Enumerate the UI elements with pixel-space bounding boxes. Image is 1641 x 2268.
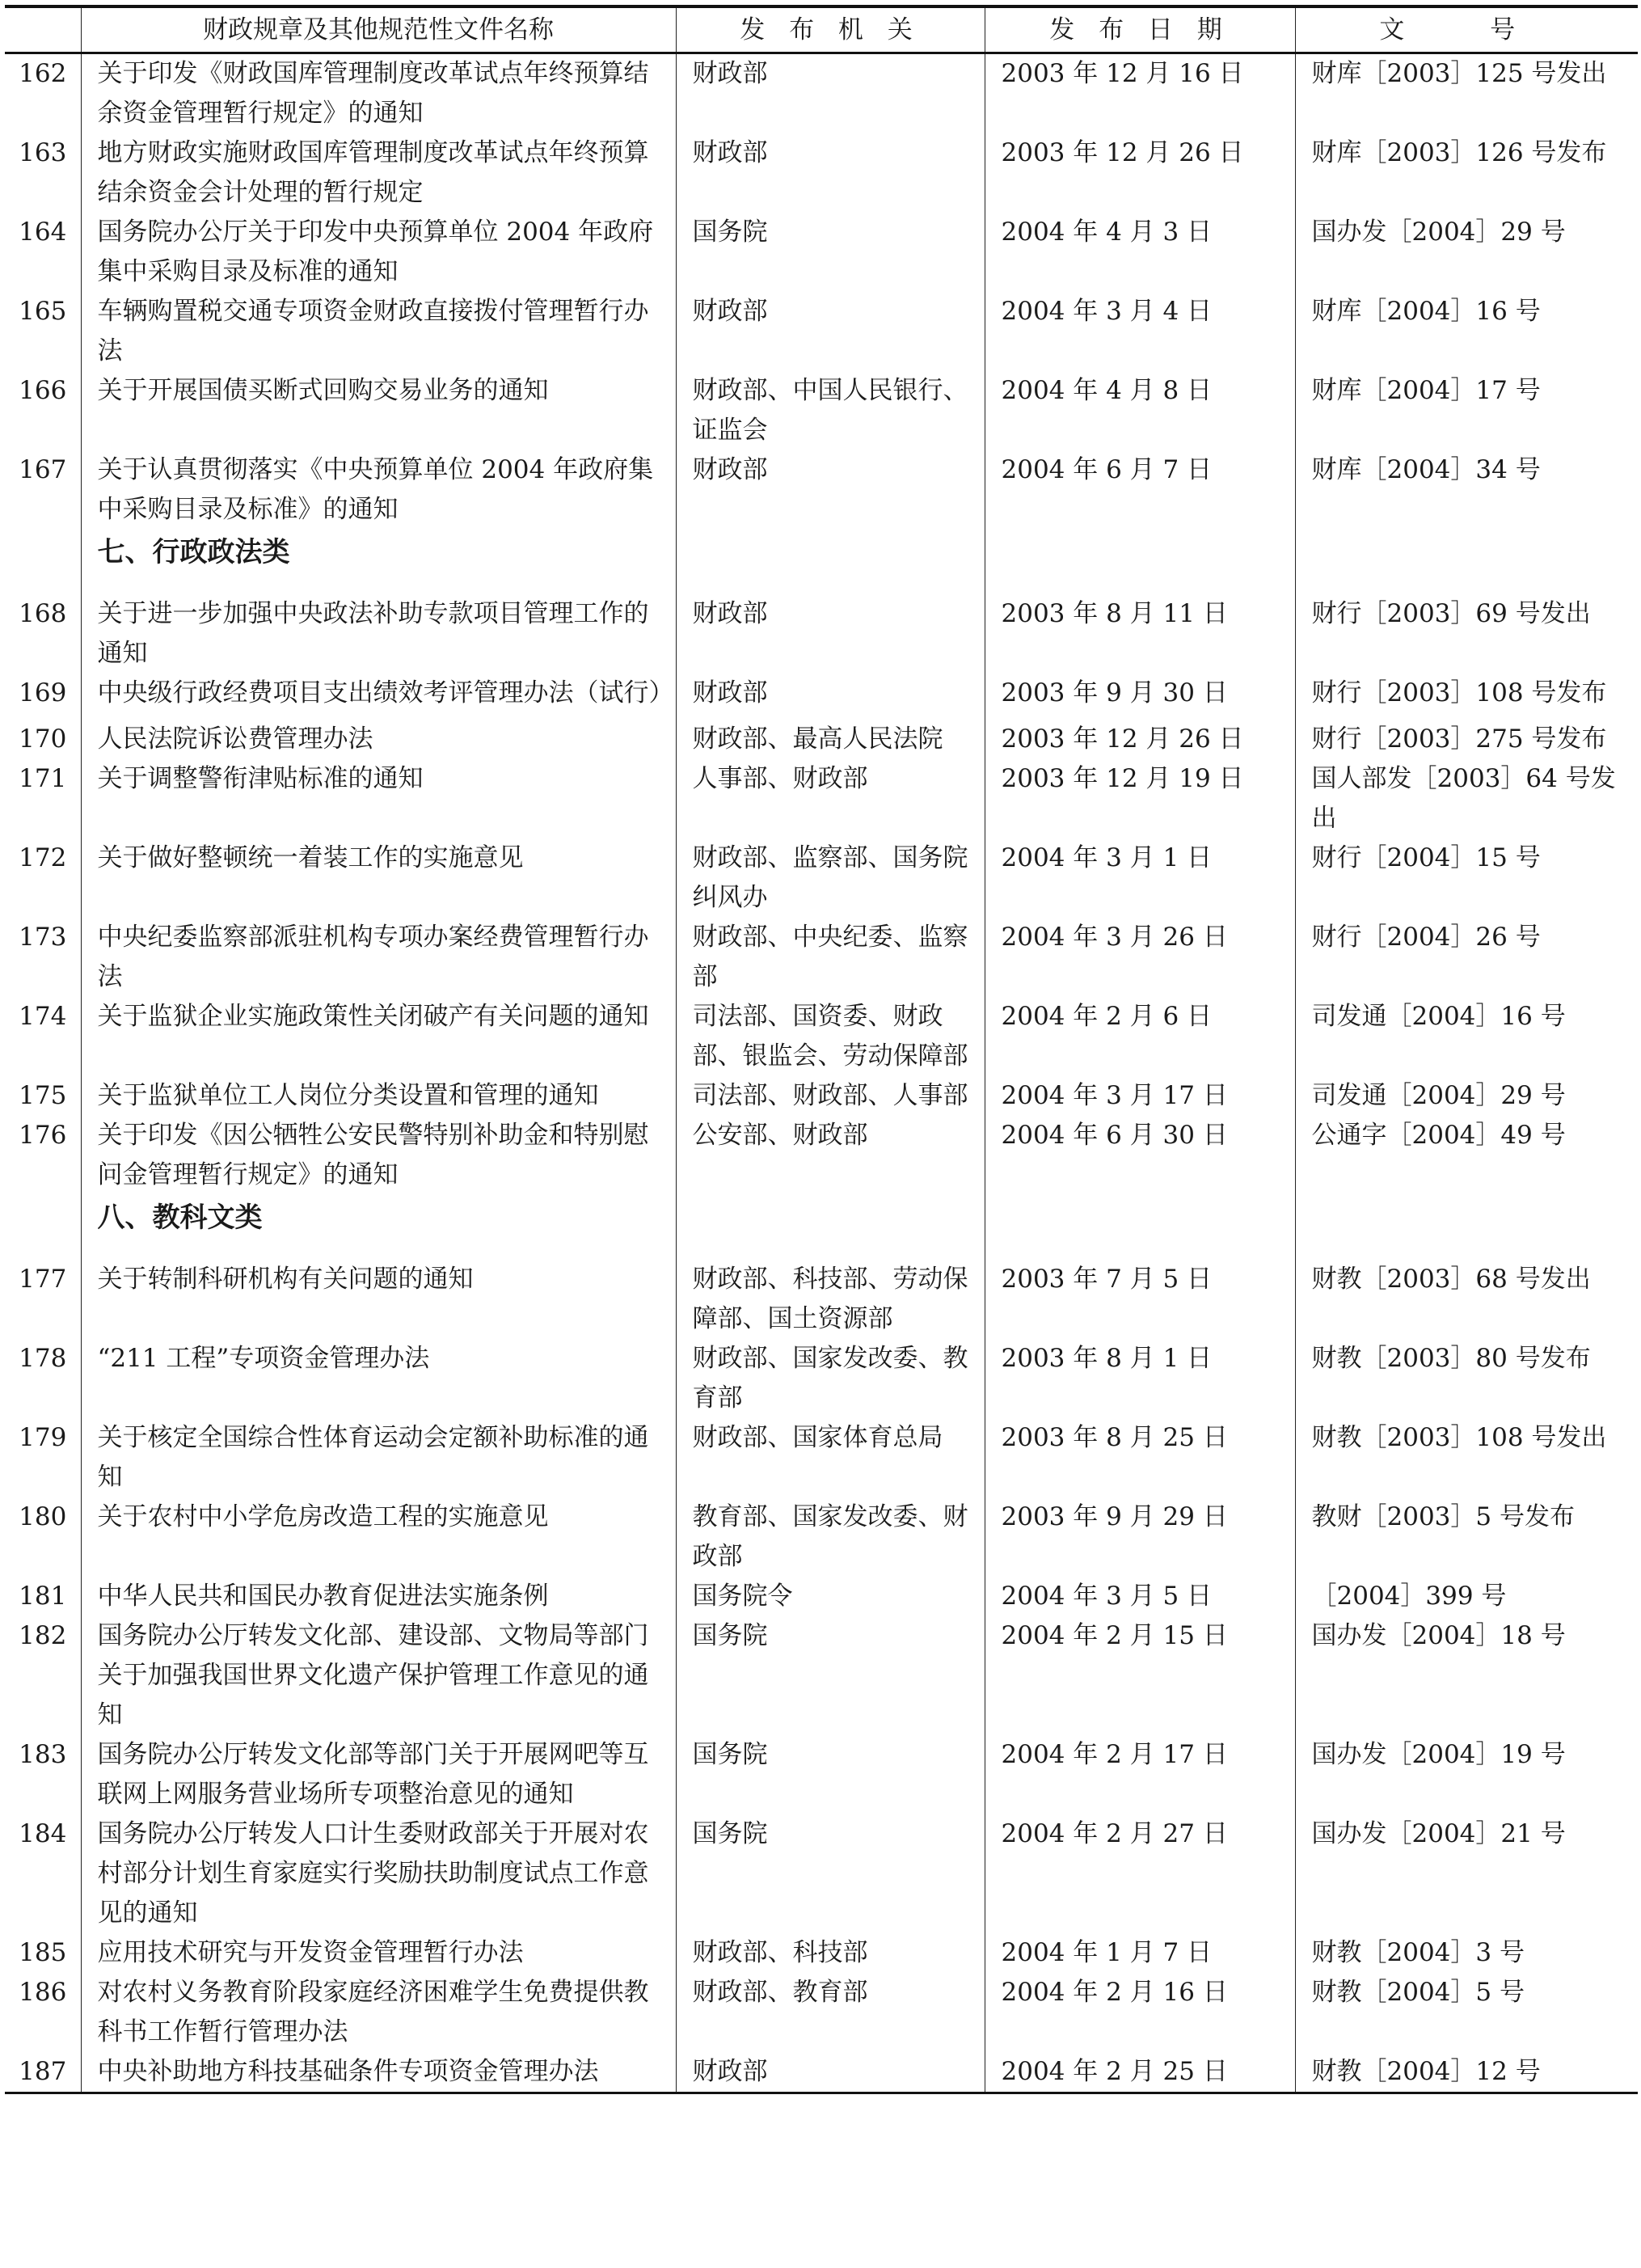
- issuing-authority: 国务院: [676, 213, 985, 292]
- row-number: 169: [19, 678, 67, 707]
- row-number: 186: [19, 1978, 67, 2007]
- issue-date: 2003 年 12 月 26 日: [985, 720, 1295, 759]
- table-row: [5, 292, 1638, 371]
- document-title: 关于转制科研机构有关问题的通知: [81, 1260, 676, 1339]
- document-number: 财教［2004］5 号: [1295, 1973, 1638, 2052]
- section-number-cell: [5, 1195, 81, 1260]
- document-title: 关于监狱企业实施政策性关闭破产有关问题的通知: [81, 997, 676, 1076]
- table-row: [5, 1116, 1638, 1195]
- document-number: 教财［2003］5 号发布: [1295, 1497, 1638, 1577]
- issuing-authority: 财政部、中国人民银行、证监会: [676, 371, 985, 450]
- row-number: 163: [19, 138, 67, 167]
- empty-cell: [985, 1195, 1295, 1260]
- issuing-authority: 财政部、国家发改委、教育部: [676, 1339, 985, 1418]
- document-title: 关于监狱单位工人岗位分类设置和管理的通知: [81, 1076, 676, 1116]
- issue-date: 2003 年 8 月 1 日: [985, 1339, 1295, 1418]
- issuing-authority: 财政部: [676, 674, 985, 720]
- document-title: 关于印发《因公牺牲公安民警特别补助金和特别慰问金管理暂行规定》的通知: [81, 1116, 676, 1195]
- table-body: [5, 53, 1638, 2093]
- row-number: 176: [19, 1121, 67, 1150]
- table-header: [5, 6, 1638, 53]
- document-number: 财行［2003］275 号发布: [1295, 720, 1638, 759]
- issue-date: 2004 年 3 月 26 日: [985, 918, 1295, 997]
- issue-date: 2004 年 3 月 17 日: [985, 1076, 1295, 1116]
- row-number: 181: [19, 1582, 67, 1611]
- section-title: 七、行政政法类: [81, 530, 676, 594]
- issue-date: 2004 年 2 月 6 日: [985, 997, 1295, 1076]
- row-number: 165: [19, 297, 67, 326]
- document-number: 财教［2003］68 号发出: [1295, 1260, 1638, 1339]
- issuing-authority: 财政部: [676, 133, 985, 213]
- document-number: 公通字［2004］49 号: [1295, 1116, 1638, 1195]
- issue-date: 2004 年 2 月 17 日: [985, 1735, 1295, 1814]
- document-title: 国务院办公厅转发文化部等部门关于开展网吧等互联网上网服务营业场所专项整治意见的通知: [81, 1735, 676, 1814]
- section-title: 八、教科文类: [81, 1195, 676, 1260]
- issue-date: 2004 年 2 月 16 日: [985, 1973, 1295, 2052]
- table-row: [5, 1814, 1638, 1933]
- document-number: 国办发［2004］29 号: [1295, 213, 1638, 292]
- document-number: 财库［2004］17 号: [1295, 371, 1638, 450]
- issue-date: 2004 年 6 月 30 日: [985, 1116, 1295, 1195]
- section-number-cell: [5, 530, 81, 594]
- issuing-authority: 司法部、国资委、财政部、银监会、劳动保障部: [676, 997, 985, 1076]
- row-number: 173: [19, 923, 67, 952]
- document-title: 国务院办公厅转发人口计生委财政部关于开展对农村部分计划生育家庭实行奖励扶助制度试点工作意见的通知: [81, 1814, 676, 1933]
- document-number: 财教［2004］3 号: [1295, 1933, 1638, 1973]
- issue-date: 2004 年 2 月 15 日: [985, 1616, 1295, 1735]
- issue-date: 2004 年 4 月 8 日: [985, 371, 1295, 450]
- document-number: 财库［2003］126 号发布: [1295, 133, 1638, 213]
- issuing-authority: 国务院: [676, 1735, 985, 1814]
- document-title: 关于印发《财政国库管理制度改革试点年终预算结余资金管理暂行规定》的通知: [81, 53, 676, 134]
- issue-date: 2004 年 2 月 25 日: [985, 2052, 1295, 2093]
- document-title: 对农村义务教育阶段家庭经济困难学生免费提供教科书工作暂行管理办法: [81, 1973, 676, 2052]
- document-title: 应用技术研究与开发资金管理暂行办法: [81, 1933, 676, 1973]
- row-number: 183: [19, 1740, 67, 1769]
- issuing-authority: 财政部、中央纪委、监察部: [676, 918, 985, 997]
- document-number: ［2004］399 号: [1295, 1577, 1638, 1616]
- table-row: [5, 1577, 1638, 1616]
- issuing-authority: 财政部: [676, 53, 985, 134]
- table-row: [5, 720, 1638, 759]
- issue-date: 2004 年 2 月 27 日: [985, 1814, 1295, 1933]
- table-row: [5, 1973, 1638, 2052]
- regulations-table: [5, 5, 1638, 2094]
- row-number: 187: [5, 2052, 81, 2093]
- row-number: 182: [19, 1621, 67, 1650]
- table-row: [5, 371, 1638, 450]
- table-row: [5, 1616, 1638, 1735]
- row-number: 174: [19, 1002, 67, 1031]
- issuing-authority: 司法部、财政部、人事部: [676, 1076, 985, 1116]
- table-row: [5, 213, 1638, 292]
- issue-date: 2003 年 8 月 25 日: [985, 1418, 1295, 1497]
- header-doc-number: 文 号: [1295, 6, 1638, 53]
- document-number: 财库［2003］125 号发出: [1295, 53, 1638, 134]
- issuing-authority: 国务院: [676, 1616, 985, 1735]
- empty-cell: [676, 530, 985, 594]
- document-title: 关于开展国债买断式回购交易业务的通知: [81, 371, 676, 450]
- row-number: 172: [19, 843, 67, 872]
- row-number: 185: [19, 1938, 67, 1967]
- document-title: 关于调整警衔津贴标准的通知: [81, 759, 676, 838]
- document-title: 中央级行政经费项目支出绩效考评管理办法（试行）: [81, 674, 676, 720]
- table-row: [5, 53, 1638, 134]
- document-number: 国办发［2004］19 号: [1295, 1735, 1638, 1814]
- table-row: [5, 133, 1638, 213]
- issue-date: 2004 年 3 月 5 日: [985, 1577, 1295, 1616]
- table-row: [5, 1076, 1638, 1116]
- document-number: 财行［2004］15 号: [1295, 838, 1638, 918]
- issuing-authority: 教育部、国家发改委、财政部: [676, 1497, 985, 1577]
- issuing-authority: 财政部: [676, 594, 985, 674]
- table-row: [5, 2052, 1638, 2093]
- issuing-authority: 公安部、财政部: [676, 1116, 985, 1195]
- document-title: “211 工程”专项资金管理办法: [81, 1339, 676, 1418]
- table-row: [5, 1339, 1638, 1418]
- document-title: 国务院办公厅关于印发中央预算单位 2004 年政府集中采购目录及标准的通知: [81, 213, 676, 292]
- issue-date: 2003 年 12 月 19 日: [985, 759, 1295, 838]
- table-row: [5, 1497, 1638, 1577]
- table-row: [5, 450, 1638, 530]
- issuing-authority: 财政部、教育部: [676, 1973, 985, 2052]
- document-title: 人民法院诉讼费管理办法: [81, 720, 676, 759]
- row-number: 167: [19, 455, 67, 484]
- row-number: 180: [19, 1502, 67, 1531]
- document-number: 财行［2003］69 号发出: [1295, 594, 1638, 674]
- row-number: 168: [19, 599, 67, 628]
- issue-date: 2003 年 7 月 5 日: [985, 1260, 1295, 1339]
- issue-date: 2004 年 6 月 7 日: [985, 450, 1295, 530]
- issue-date: 2004 年 4 月 3 日: [985, 213, 1295, 292]
- document-number: 财行［2003］108 号发布: [1295, 674, 1638, 720]
- document-number: 财库［2004］16 号: [1295, 292, 1638, 371]
- issuing-authority: 财政部: [676, 450, 985, 530]
- header-name: 财政规章及其他规范性文件名称: [81, 6, 676, 53]
- document-number: 财库［2004］34 号: [1295, 450, 1638, 530]
- empty-cell: [1295, 530, 1638, 594]
- issuing-authority: 国务院: [676, 1814, 985, 1933]
- document-title: 关于进一步加强中央政法补助专款项目管理工作的通知: [81, 594, 676, 674]
- issuing-authority: 财政部、科技部、劳动保障部、国土资源部: [676, 1260, 985, 1339]
- table-row: [5, 1418, 1638, 1497]
- row-number: 178: [19, 1344, 67, 1373]
- table-row: [5, 838, 1638, 918]
- header-org: 发 布 机 关: [676, 6, 985, 53]
- issuing-authority: 人事部、财政部: [676, 759, 985, 838]
- issuing-authority: 财政部、国家体育总局: [676, 1418, 985, 1497]
- table-row: [5, 1933, 1638, 1973]
- row-number: 184: [19, 1819, 67, 1848]
- document-number: 国办发［2004］18 号: [1295, 1616, 1638, 1735]
- issue-date: 2003 年 12 月 16 日: [985, 53, 1295, 134]
- document-title: 关于认真贯彻落实《中央预算单位 2004 年政府集中采购目录及标准》的通知: [81, 450, 676, 530]
- document-number: 财教［2003］108 号发出: [1295, 1418, 1638, 1497]
- row-number: 171: [19, 764, 67, 793]
- issue-date: 2003 年 9 月 29 日: [985, 1497, 1295, 1577]
- empty-cell: [985, 530, 1295, 594]
- document-number: 司发通［2004］16 号: [1295, 997, 1638, 1076]
- document-number: 财教［2004］12 号: [1295, 2052, 1638, 2093]
- header-number: [5, 6, 81, 53]
- table-row: [5, 759, 1638, 838]
- row-number: 179: [19, 1423, 67, 1452]
- document-title: 中央补助地方科技基础条件专项资金管理办法: [81, 2052, 676, 2093]
- issue-date: 2004 年 1 月 7 日: [985, 1933, 1295, 1973]
- table-row: [5, 1735, 1638, 1814]
- issuing-authority: 财政部、最高人民法院: [676, 720, 985, 759]
- document-title: 地方财政实施财政国库管理制度改革试点年终预算结余资金会计处理的暂行规定: [81, 133, 676, 213]
- document-number: 司发通［2004］29 号: [1295, 1076, 1638, 1116]
- issue-date: 2003 年 9 月 30 日: [985, 674, 1295, 720]
- row-number: 166: [19, 376, 67, 405]
- document-title: 中华人民共和国民办教育促进法实施条例: [81, 1577, 676, 1616]
- issue-date: 2004 年 3 月 1 日: [985, 838, 1295, 918]
- row-number: 170: [19, 724, 67, 754]
- row-number: 162: [19, 59, 67, 88]
- table-row: [5, 674, 1638, 720]
- document-number: 国办发［2004］21 号: [1295, 1814, 1638, 1933]
- document-number: 财行［2004］26 号: [1295, 918, 1638, 997]
- table-row: [5, 997, 1638, 1076]
- section-row: [5, 1195, 1638, 1260]
- issue-date: 2004 年 3 月 4 日: [985, 292, 1295, 371]
- issuing-authority: 国务院令: [676, 1577, 985, 1616]
- table-row: [5, 918, 1638, 997]
- document-title: 国务院办公厅转发文化部、建设部、文物局等部门关于加强我国世界文化遗产保护管理工作意见的通知: [81, 1616, 676, 1735]
- document-number: 财教［2003］80 号发布: [1295, 1339, 1638, 1418]
- row-number: 175: [19, 1081, 67, 1110]
- table-row: [5, 594, 1638, 674]
- table-row: [5, 1260, 1638, 1339]
- header-date: 发 布 日 期: [985, 6, 1295, 53]
- issue-date: 2003 年 8 月 11 日: [985, 594, 1295, 674]
- empty-cell: [676, 1195, 985, 1260]
- section-row: [5, 530, 1638, 594]
- issuing-authority: 财政部、科技部: [676, 1933, 985, 1973]
- row-number: 177: [19, 1265, 67, 1294]
- document-title: 关于做好整顿统一着装工作的实施意见: [81, 838, 676, 918]
- issue-date: 2003 年 12 月 26 日: [985, 133, 1295, 213]
- empty-cell: [1295, 1195, 1638, 1260]
- document-title: 中央纪委监察部派驻机构专项办案经费管理暂行办法: [81, 918, 676, 997]
- document-title: 车辆购置税交通专项资金财政直接拨付管理暂行办法: [81, 292, 676, 371]
- issuing-authority: 财政部: [676, 2052, 985, 2093]
- document-title: 关于农村中小学危房改造工程的实施意见: [81, 1497, 676, 1577]
- document-title: 关于核定全国综合性体育运动会定额补助标准的通知: [81, 1418, 676, 1497]
- document-number: 国人部发［2003］64 号发出: [1295, 759, 1638, 838]
- issuing-authority: 财政部、监察部、国务院纠风办: [676, 838, 985, 918]
- issuing-authority: 财政部: [676, 292, 985, 371]
- row-number: 164: [19, 218, 67, 247]
